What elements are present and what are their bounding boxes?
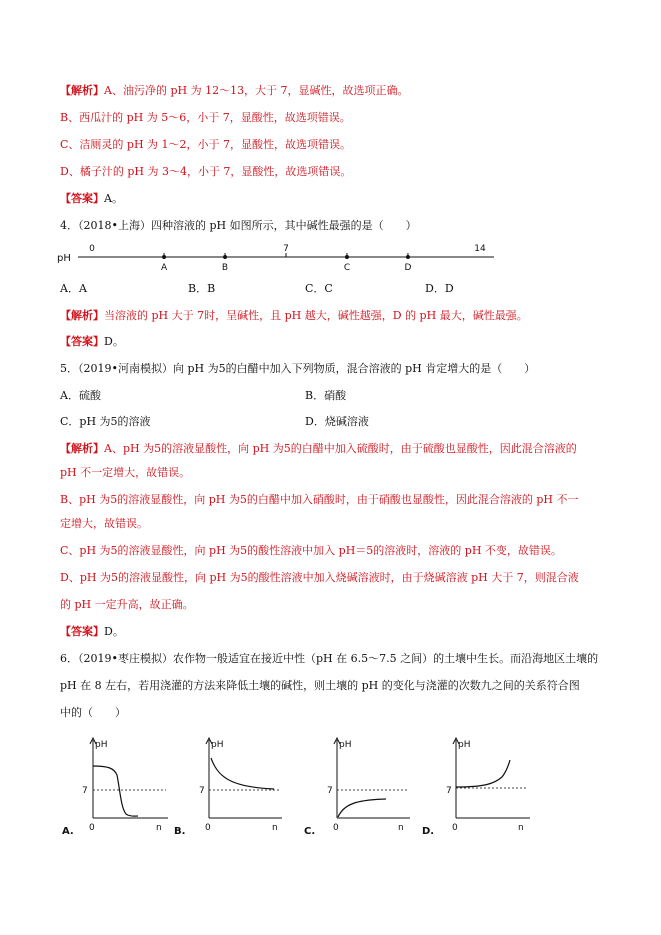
analysis-line-d: D、橘子汁的 pH 为 3～4，小于 7，显酸性，故选项错误。 [60, 165, 352, 178]
answer-line-q5: 【答案】D。 [60, 625, 124, 638]
q4-analysis: 【解析】当溶液的 pH 大于 7时，呈碱性，且 pH 越大，碱性越强，D 的 pH 最大，碱性最强。 [60, 309, 528, 322]
q5-option-c: C．pH 为5的溶液 [60, 415, 151, 428]
graph-x-label: n [156, 823, 162, 833]
graph-option-d [418, 730, 538, 840]
graph-x-label: n [398, 823, 404, 833]
q6-stem-line: 6．（2019•枣庄模拟）农作物一般适宜在接近中性（pH 在 6.5～7.5 之间）的土壤中生长。而沿海地区土壤的 [60, 652, 599, 665]
q5-option-b: B．硝酸 [305, 389, 347, 402]
numberline-point [162, 255, 166, 259]
numberline-axis-label: pH [57, 253, 71, 264]
q5-option-a: A．硫酸 [60, 389, 101, 402]
q4-option-b: B．B [188, 282, 216, 295]
analysis-line-c: C、洁厕灵的 pH 为 1～2，小于 7，显酸性，故选项错误。 [60, 138, 352, 151]
numberline-tick-label: C [343, 263, 351, 273]
numberline-tick-label: A [160, 263, 168, 273]
q5-analysis-line: D、pH 为5的溶液显酸性，向 pH 为5的酸性溶液中加入烧碱溶液时，由于烧碱溶液 pH 大于 7，则混合液 [60, 571, 579, 584]
graph-curve [93, 766, 138, 816]
graph-origin-label: 0 [333, 823, 339, 833]
answer-line-q4: 【答案】D。 [60, 335, 124, 348]
graph-option-label: B. [174, 826, 186, 837]
graph-curve [211, 758, 274, 789]
graph-option-c [300, 730, 420, 840]
graph-curve [338, 799, 386, 817]
numberline-point [345, 255, 349, 259]
answer-tag: 【答案】 [60, 192, 104, 205]
graph-origin-label: 0 [205, 823, 211, 833]
graph-option-label: C. [304, 826, 316, 837]
graph-ref-label: 7 [199, 786, 205, 796]
graph-option-b [170, 730, 290, 840]
q5-analysis-line: B、pH 为5的溶液显酸性，向 pH 为5的白醋中加入硝酸时，由于硝酸也显酸性，因此混合溶液的 pH 不一 [60, 493, 579, 506]
q5-stem: 5．（2019•河南模拟）向 pH 为5的白醋中加入下列物质，混合溶液的 pH 肯定增大的是（ ） [60, 362, 536, 375]
numberline-tick-label: 14 [474, 244, 486, 254]
q5-analysis-line: C、pH 为5的溶液显酸性，向 pH 为5的酸性溶液中加入 pH＝5的溶液时，溶液的 pH 不变，故错误。 [60, 544, 562, 557]
numberline-tick-label: D [404, 263, 412, 273]
graph-y-label: pH [95, 740, 108, 750]
q4-option-d: D．D [425, 282, 454, 295]
graph-option-label: A. [62, 826, 74, 837]
ph-number-line [56, 242, 496, 274]
q6-stem-line: pH 在 8 左右，若用浇灌的方法来降低土壤的碱性，则土壤的 pH 的变化与浇灌的次数九之间的关系符合图 [60, 679, 580, 692]
numberline-tick-label: B [221, 263, 229, 273]
graph-ref-label: 7 [82, 786, 88, 796]
q4-option-a: A．A [60, 282, 87, 295]
graph-ref-label: 7 [446, 786, 452, 796]
graph-origin-label: 0 [452, 823, 458, 833]
graph-x-label: n [518, 823, 524, 833]
graph-y-label: pH [339, 740, 352, 750]
q5-analysis-line: 【解析】A、pH 为5的溶液显酸性，向 pH 为5的白醋中加入硫酸时，由于硫酸也显酸性，因此混合溶液的 [60, 442, 577, 455]
numberline-tick-label: 0 [89, 244, 95, 254]
q4-option-c: C．C [305, 282, 333, 295]
numberline-point [406, 255, 410, 259]
numberline-tick-label: 7 [283, 244, 289, 254]
graph-x-label: n [272, 823, 278, 833]
q5-option-d: D．烧碱溶液 [305, 415, 369, 428]
graph-y-label: pH [458, 740, 471, 750]
q4-stem: 4．（2018•上海）四种溶液的 pH 如图所示，其中碱性最强的是（ ） [60, 219, 417, 232]
graph-option-label: D. [422, 826, 435, 837]
graph-origin-label: 0 [89, 823, 95, 833]
analysis-line-a: 【解析】A、油污净的 pH 为 12～13，大于 7，显碱性，故选项正确。 [60, 84, 409, 97]
graph-option-a [58, 730, 178, 840]
q6-stem-line: 中的（ ） [60, 706, 126, 719]
graph-y-label: pH [211, 740, 224, 750]
numberline-point [223, 255, 227, 259]
analysis-tag: 【解析】 [60, 84, 104, 97]
q5-analysis-line: 定增大，故错误。 [60, 517, 148, 530]
analysis-line-b: B、西瓜汁的 pH 为 5～6，小于 7，显酸性，故选项错误。 [60, 111, 351, 124]
q5-analysis-line: pH 不一定增大，故错误。 [60, 466, 191, 479]
graph-ref-label: 7 [327, 786, 333, 796]
q5-analysis-line: 的 pH 一定升高，故正确。 [60, 598, 194, 611]
graph-curve [456, 760, 510, 787]
answer-line-q3: 【答案】A。 [60, 192, 123, 205]
